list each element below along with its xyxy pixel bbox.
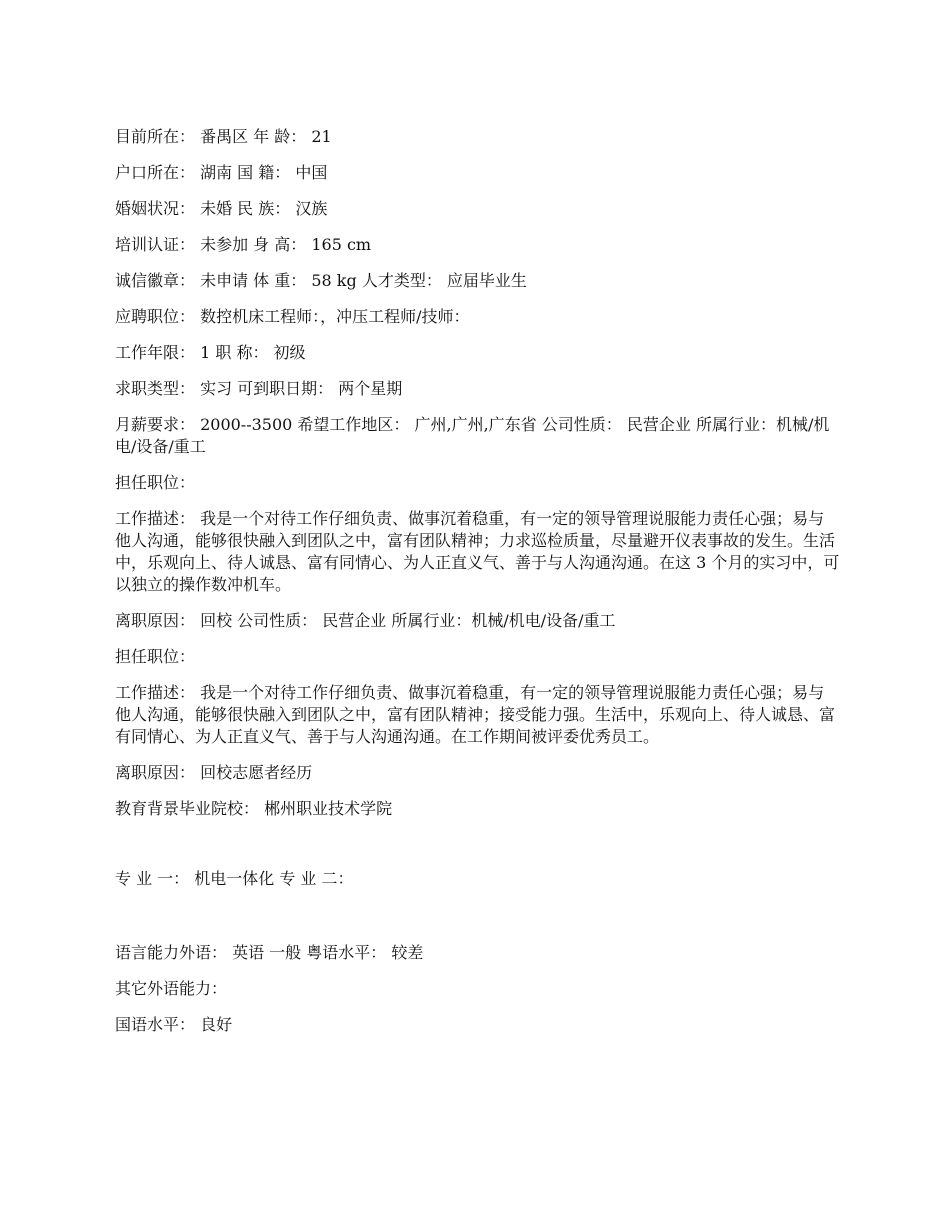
training-cert-line: 培训认证： 未参加 身 高： 165 cm (115, 235, 372, 254)
major-line: 专 业 一： 机电一体化 专 业 二： (115, 869, 354, 888)
marital-status-line: 婚姻状况： 未婚 民 族： 汉族 (115, 199, 328, 218)
current-location-line: 目前所在： 番禺区 年 龄： 21 (115, 127, 332, 146)
work-years-line: 工作年限： 1 职 称： 初级 (115, 343, 306, 362)
salary-requirement-line: 月薪要求： 2000--3500 希望工作地区： 广州,广州,广东省 公司性质： 民营企业 所属行业：机械/机电/设备/重工 (115, 415, 830, 456)
position-held-line-1: 担任职位： (115, 473, 196, 492)
job-description-2: 工作描述： 我是一个对待工作仔细负责、做事沉着稳重，有一定的领导管理说服能力责任心强；易与他人沟通，能够很快融入到团队之中，富有团队精神；接受能力强。生活中，乐观向上、待人诚恳、富有同情心、为人正直义气、善于与人沟通沟通。在工作期间被评委优秀员工。 (115, 683, 836, 746)
position-held-line-2: 担任职位： (115, 647, 196, 666)
credit-badge-line: 诚信徽章： 未申请 体 重： 58 kg 人才类型： 应届毕业生 (115, 271, 527, 290)
job-type-line: 求职类型： 实习 可到职日期： 两个星期 (115, 379, 403, 398)
language-ability-line: 语言能力外语： 英语 一般 粤语水平： 较差 (115, 943, 424, 962)
applied-position-line: 应聘职位： 数控机床工程师：，冲压工程师/技师： (115, 307, 470, 326)
hukou-line: 户口所在： 湖南 国 籍： 中国 (115, 163, 328, 182)
mandarin-level-line: 国语水平： 良好 (115, 1015, 233, 1034)
job-description-1: 工作描述： 我是一个对待工作仔细负责、做事沉着稳重，有一定的领导管理说服能力责任心强；易与他人沟通，能够很快融入到团队之中，富有团队精神；力求巡检质量，尽量避开仪表事故的发生。生活中，乐观向上、待人诚恳、富有同情心、为人正直义气、善于与人沟通沟通。在这 3 个月的实习中，可以独立的操作数冲机车。 (115, 509, 840, 594)
education-line: 教育背景毕业院校： 郴州职业技术学院 (115, 799, 393, 818)
resume-document (115, 126, 840, 1050)
leave-reason-line-1: 离职原因： 回校 公司性质： 民营企业 所属行业：机械/机电/设备/重工 (115, 611, 616, 630)
other-language-line: 其它外语能力： (115, 979, 228, 998)
leave-reason-line-2: 离职原因： 回校志愿者经历 (115, 763, 313, 782)
